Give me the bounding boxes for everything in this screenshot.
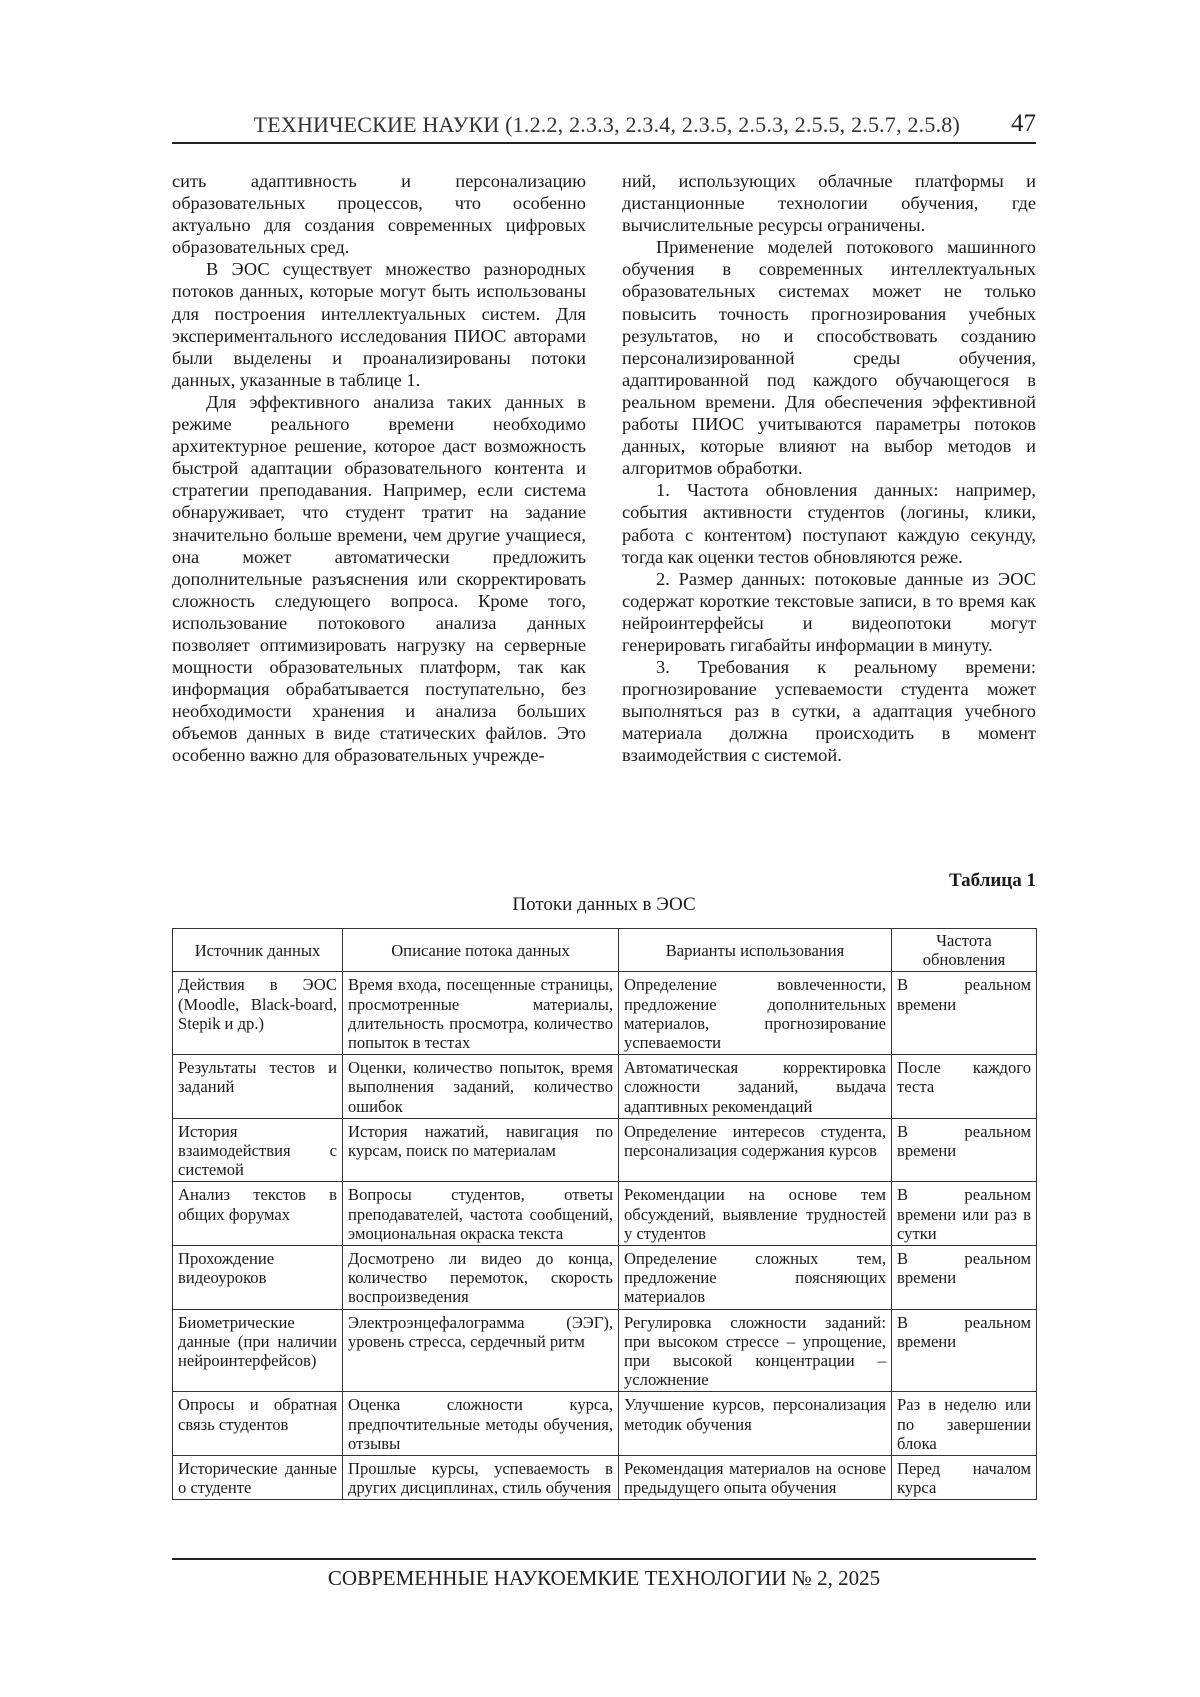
table-cell: Определение сложных тем, предложение поясняющих материалов [619,1246,892,1310]
table-row [173,1309,1037,1392]
running-footer [172,1558,1036,1591]
paragraph: Для эффективного анализа таких данных в режиме реального времени необходимо архитектурное решение, которое даст возможность быстрой адаптации образовательного контента и стратегии преподавания. Например, если система обнаруживает, что студент тратит на задание значительно больше времени, чем другие учащиеся, она может автоматически предложить дополнительные разъяснения или скорректировать сложность следующего вопроса. Кроме того, использование потокового анализа данных позволяет оптимизировать нагрузку на серверные мощности образовательных платформ, так как информация обрабатывается поступательно, без необходимости хранения и анализа больших объемов данных в виде статических файлов. Это особенно важно для образовательных учрежде- [172,391,586,766]
table-caption: Потоки данных в ЭОС [512,894,696,915]
table-row [173,1392,1037,1456]
table-row [173,1246,1037,1310]
table-cell: История взаимодействия с системой [173,1118,343,1182]
paragraph: ний, использующих облачные платформы и дистанционные технологии обучения, где вычислительные ресурсы ограничены. [622,171,1036,236]
table-header-row [173,929,1037,972]
page-number: 47 [1011,110,1036,137]
table-cell: Время входа, посещенные страницы, просмотренные материалы, длительность просмотра, количество попыток в тестах [343,972,619,1055]
table-cell: Досмотрено ли видео до конца, количество перемоток, скорость воспроизведения [343,1246,619,1310]
table-cell: Исторические данные о студенте [173,1456,343,1500]
list-item: 1. Частота обновления данных: например, события активности студентов (логины, клики, работа с контентом) поступают каждую секунду, тогда как оценки тестов обновляются реже. [622,480,1036,567]
table-cell: Биометрические данные (при наличии нейроинтерфейсов) [173,1309,343,1392]
table-cell: В реальном времени [892,1309,1037,1392]
data-streams-table [172,928,1037,1500]
table-cell: Рекомендации на основе тем обсуждений, выявление трудностей у студентов [619,1182,892,1246]
list-item: 2. Размер данных: потоковые данные из ЭОС содержат короткие текстовые записи, в то время как нейроинтерфейсы и видеопотоки могут генерировать гигабайты информации в минуту. [622,568,1036,655]
table-cell: Результаты тестов и заданий [173,1055,343,1119]
table-cell: Рекомендация материалов на основе предыдущего опыта обучения [619,1456,892,1500]
table-row [173,1182,1037,1246]
table-row [173,1456,1037,1500]
table-cell: Регулировка сложности заданий: при высоком стрессе – упрощение, при высокой концентрации – усложнение [619,1309,892,1392]
table-cell: Электроэнцефалограмма (ЭЭГ), уровень стресса, сердечный ритм [343,1309,619,1392]
table-cell: Перед началом курса [892,1456,1037,1500]
table-cell: Улучшение курсов, персонализация методик обучения [619,1392,892,1456]
table-cell: Определение вовлеченности, предложение дополнительных материалов, прогнозирование успеваемости [619,972,892,1055]
table-cell: Оценки, количество попыток, время выполнения заданий, количество ошибок [343,1055,619,1119]
table-cell: В реальном времени [892,972,1037,1055]
table-cell: Прошлые курсы, успеваемость в других дисциплинах, стиль обучения [343,1456,619,1500]
table-cell: Раз в неделю или по завершении блока [892,1392,1037,1456]
table-row [173,1055,1037,1119]
running-header [172,108,1036,144]
table-cell: Определение интересов студента, персонализация содержания курсов [619,1118,892,1182]
table-label: Таблица 1 [948,870,1036,891]
table-cell: Автоматическая корректировка сложности заданий, выдача адаптивных рекомендаций [619,1055,892,1119]
table-cell: Прохождение видеоуроков [173,1246,343,1310]
table-cell: Анализ текстов в общих форумах [173,1182,343,1246]
left-column [172,170,586,767]
table-cell: В реальном времени [892,1118,1037,1182]
column-header: Варианты использования [619,929,892,972]
table-row [173,1118,1037,1182]
table-row [173,972,1037,1055]
table-cell: История нажатий, навигация по курсам, поиск по материалам [343,1118,619,1182]
table-cell: В реальном времени или раз в сутки [892,1182,1037,1246]
table-cell: Вопросы студентов, ответы преподавателей, частота сообщений, эмоциональная окраска текста [343,1182,619,1246]
paragraph: Применение моделей потокового машинного обучения в современных интеллектуальных образовательных системах может не только повысить точность прогнозирования учебных результатов, но и способствовать созданию персонализированной среды обучения, адаптированной под каждого обучающегося в реальном времени. Для обеспечения эффективной работы ПИОС учитываются параметры потоков данных, которые влияют на выбор методов и алгоритмов обработки. [622,237,1036,479]
table-cell: После каждого теста [892,1055,1037,1119]
list-item: 3. Требования к реальному времени: прогнозирование успеваемости студента может выполняться раз в сутки, а адаптация учебного материала должна происходить в момент взаимодействия с системой. [622,657,1036,766]
column-header: Частота обновления [892,929,1037,972]
column-header: Описание потока данных [343,929,619,972]
header-title: ТЕХНИЧЕСКИЕ НАУКИ (1.2.2, 2.3.3, 2.3.4, 2.3.5, 2.5.3, 2.5.5, 2.5.7, 2.5.8) [253,112,960,137]
journal-footer: СОВРЕМЕННЫЕ НАУКОЕМКИЕ ТЕХНОЛОГИИ № 2, 2025 [327,1566,881,1590]
table-cell: В реальном времени [892,1246,1037,1310]
table-cell: Опросы и обратная связь студентов [173,1392,343,1456]
table-cell: Оценка сложности курса, предпочтительные методы обучения, отзывы [343,1392,619,1456]
paragraph: В ЭОС существует множество разнородных потоков данных, которые могут быть использованы для построения интеллектуальных систем. Для экспериментального исследования ПИОС авторами были выделены и проанализированы потоки данных, указанные в таблице 1. [172,259,586,390]
right-column [622,170,1036,767]
paragraph: сить адаптивность и персонализацию образовательных процессов, что особенно актуально для создания современных цифровых образовательных сред. [172,171,586,258]
column-header: Источник данных [173,929,343,972]
table-cell: Действия в ЭОС (Moodle, Black-board, Stepik и др.) [173,972,343,1055]
